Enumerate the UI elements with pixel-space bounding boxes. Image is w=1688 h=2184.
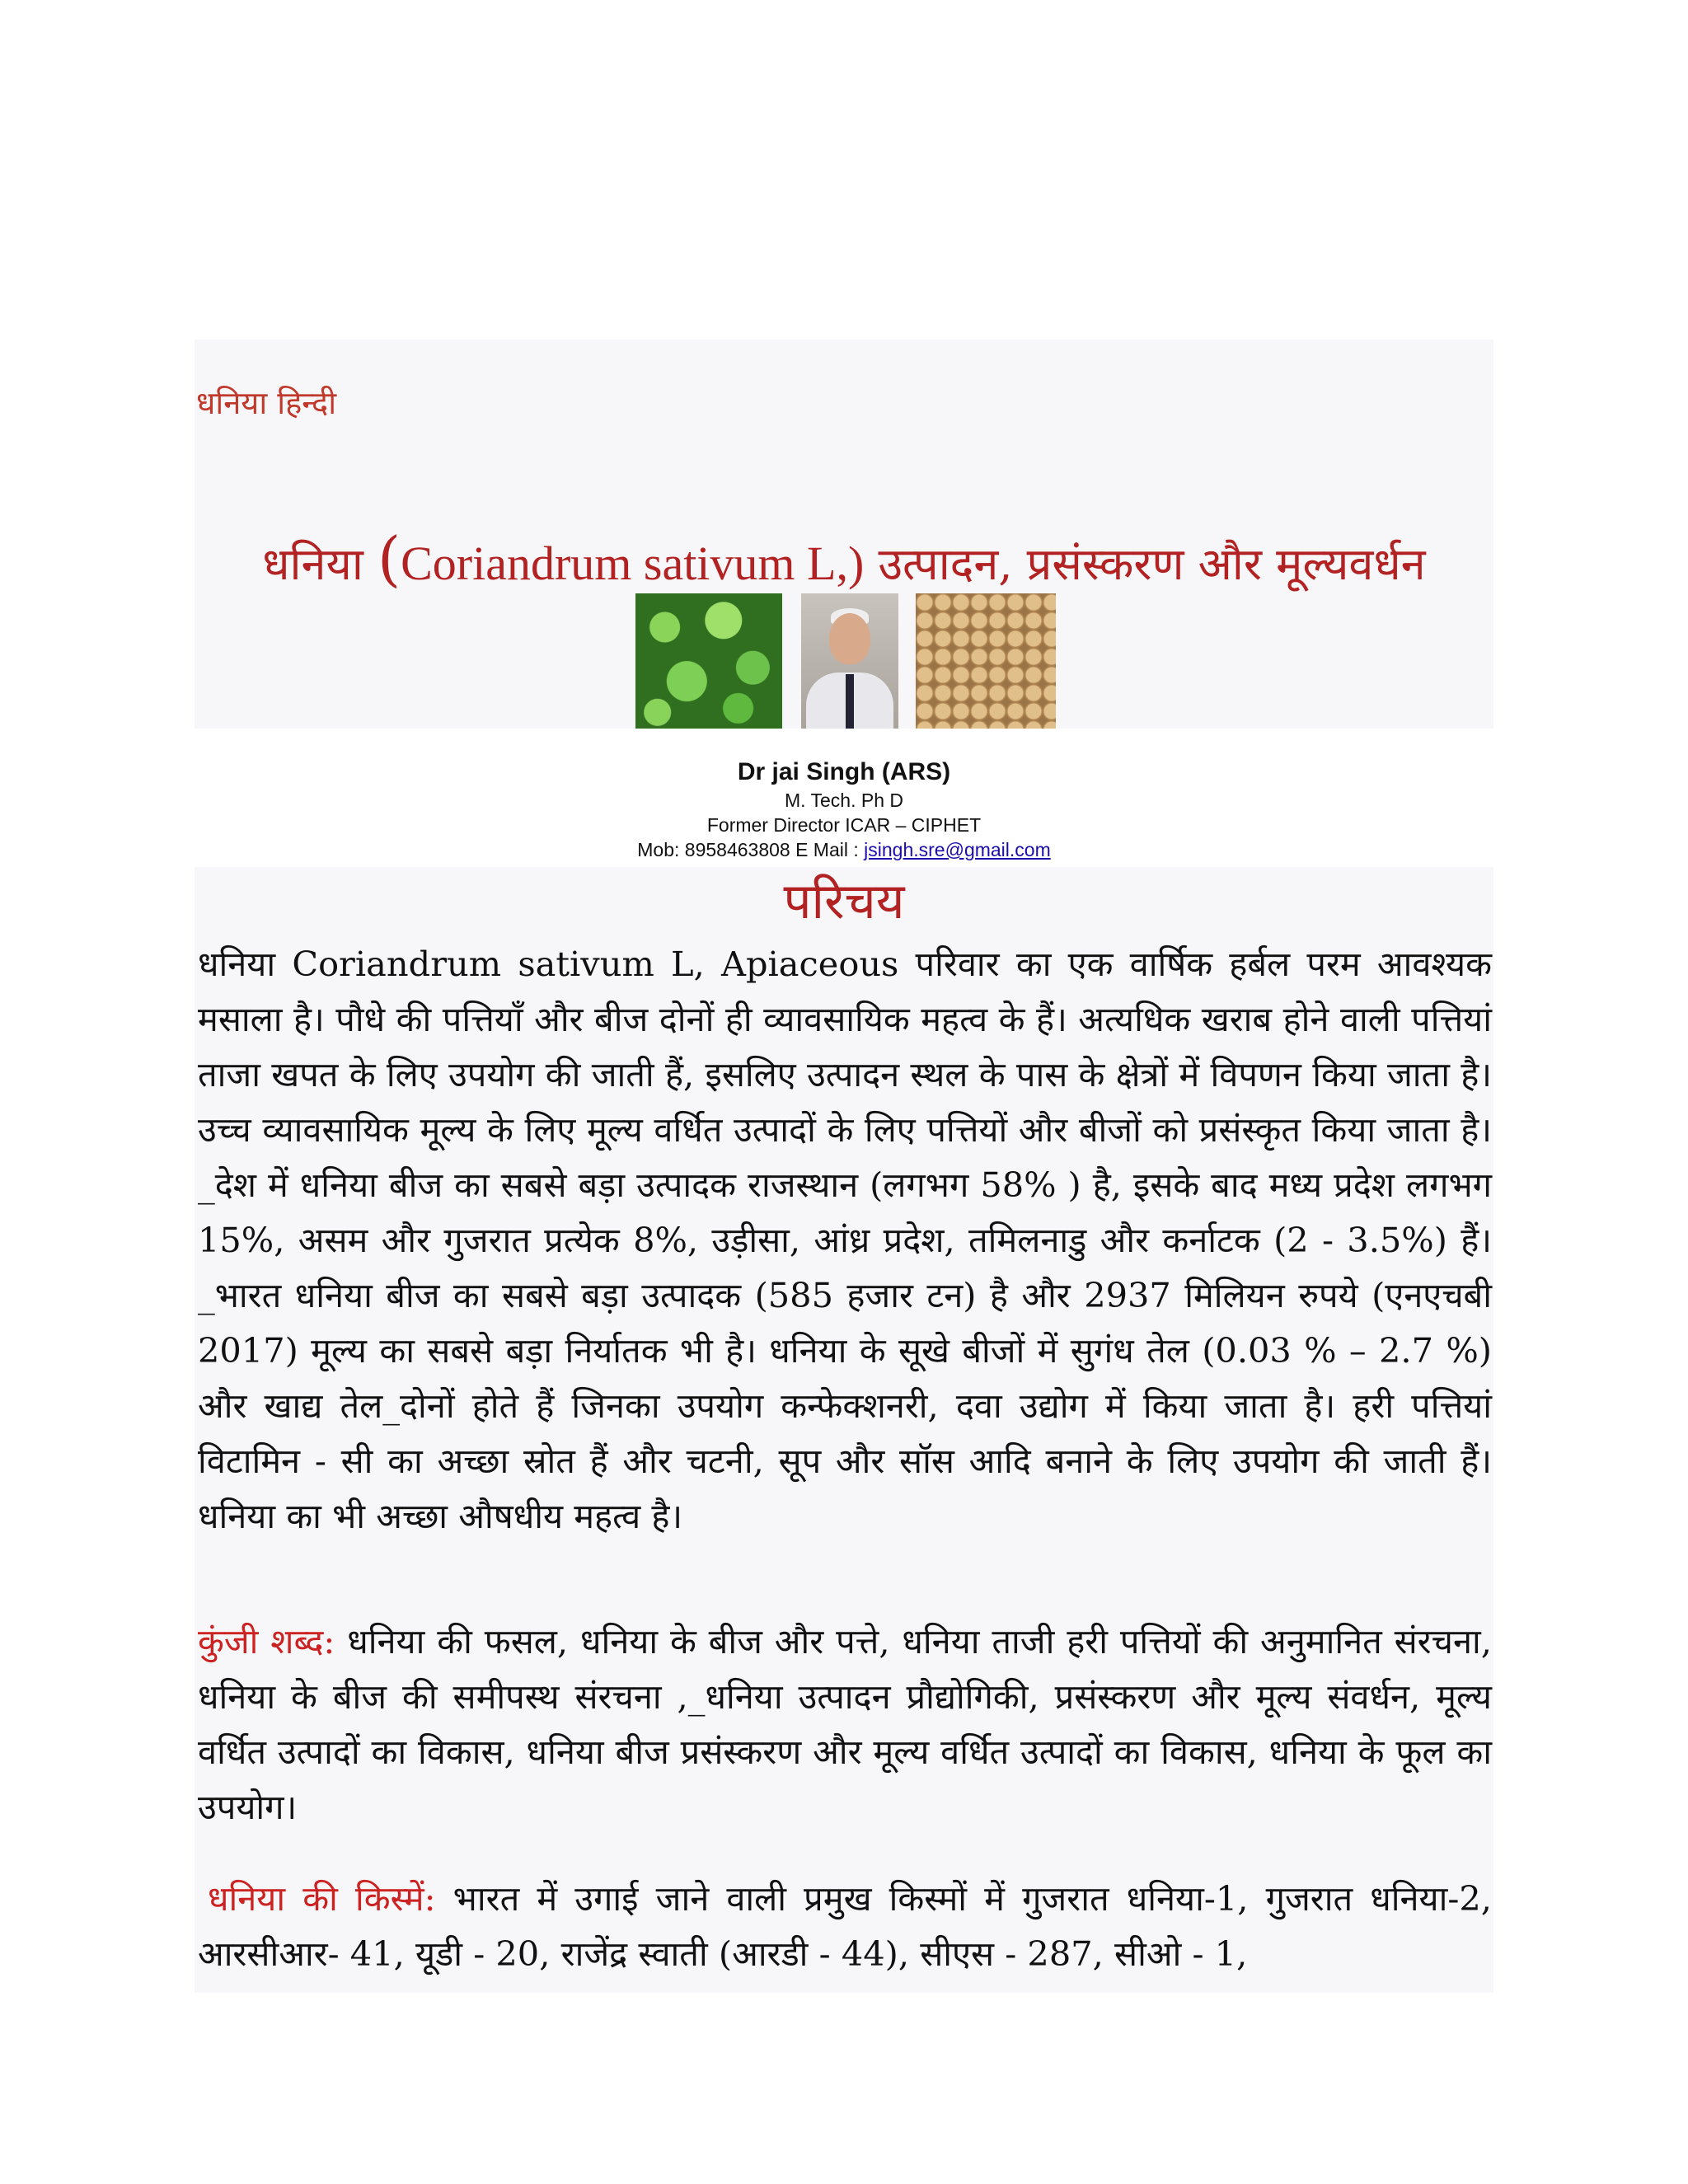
varieties-text: भारत में उगाई जाने वाली प्रमुख किस्मों में गुजरात धनिया-1, गुजरात धनिया-2, आरसीआर- 41, यूडी - 20, राजेंद्र स्वाती (आरडी - 44), सीएस - 287, सीओ - 1, — [198, 1878, 1492, 1974]
varieties-paragraph — [198, 1871, 1492, 1981]
coriander-seeds-image — [916, 593, 1056, 729]
author-contact — [0, 839, 1688, 861]
author-email-link[interactable]: jsingh.sre@gmail.com — [864, 839, 1051, 860]
varieties-label: धनिया की किस्में: — [208, 1878, 436, 1919]
title-hindi-subject: उत्पादन, प्रसंस्करण और मूल्यवर्धन — [878, 538, 1426, 590]
title-close-paren: ) — [847, 537, 865, 590]
title-open-paren: ( — [377, 524, 401, 593]
author-phone: Mob: 8958463808 E Mail : — [637, 839, 865, 860]
keywords-text: धनिया की फसल, धनिया के बीज और पत्ते, धनिया ताजी हरी पत्तियों की अनुमानित संरचना, धनिया के बीज की समीपस्थ संरचना ,_धनिया उत्पादन प्रौद्योगिकी, प्रसंस्करण और मूल्य संवर्धन, मूल्य वर्धित उत्पादों का विकास, धनिया बीज प्रसंस्करण और मूल्य वर्धित उत्पादों का विकास, धनिया के फूल का उपयोग। — [198, 1621, 1492, 1827]
author-photo — [801, 593, 898, 729]
title-latin-name: Coriandrum sativum L, — [401, 537, 848, 590]
intro-paragraph: धनिया Coriandrum sativum L, Apiaceous परिवार का एक वार्षिक हर्बल परम आवश्यक मसाला है। पौधे की पत्तियाँ और बीज दोनों ही व्यावसायिक महत्व के हैं। अत्यधिक खराब होने वाली पत्तियां ताजा खपत के लिए उपयोग की जाती हैं, इसलिए उत्पादन स्थल के पास के क्षेत्रों में विपणन किया जाता है। उच्च व्यावसायिक मूल्य के लिए मूल्य वर्धित उत्पादों के लिए पत्तियों और बीजों को प्रसंस्कृत किया जाता है।_देश में धनिया बीज का सबसे बड़ा उत्पादक राजस्थान (लगभग 58% ) है, इसके बाद मध्य प्रदेश लगभग 15%, असम और गुजरात प्रत्येक 8%, उड़ीसा, आंध्र प्रदेश, तमिलनाडु और कर्नाटक (2 - 3.5%) हैं।_भारत धनिया बीज का सबसे बड़ा उत्पादक (585 हजार टन) है और 2937 मिलियन रुपये (एनएचबी 2017) मूल्य का सबसे बड़ा निर्यातक भी है। धनिया के सूखे बीजों में सुगंध तेल (0.03 % – 2.7 %) और खाद्य तेल_दोनों होते हैं जिनका उपयोग कन्फेक्शनरी, दवा उद्योग में किया जाता है। हरी पत्तियां विटामिन - सी का अच्छा स्रोत हैं और चटनी, सूप और सॉस आदि बनाने के लिए उपयोग की जाती हैं। धनिया का भी अच्छा औषधीय महत्व है। — [198, 944, 1492, 1536]
keywords-paragraph — [198, 1614, 1492, 1835]
section-heading-intro: परिचय — [783, 873, 905, 930]
author-role: Former Director ICAR – CIPHET — [706, 814, 982, 836]
author-degree: M. Tech. Ph D — [784, 790, 904, 811]
author-name: Dr jai Singh (ARS) — [737, 758, 951, 785]
coriander-leaves-image — [635, 593, 782, 729]
document-label: धनिया हिन्दी — [196, 385, 337, 421]
page-title — [195, 524, 1493, 593]
keywords-label: कुंजी शब्द: — [198, 1621, 335, 1661]
title-hindi-name: धनिया — [262, 538, 363, 590]
author-photo-tie — [846, 674, 854, 729]
author-photo-face — [829, 613, 870, 664]
